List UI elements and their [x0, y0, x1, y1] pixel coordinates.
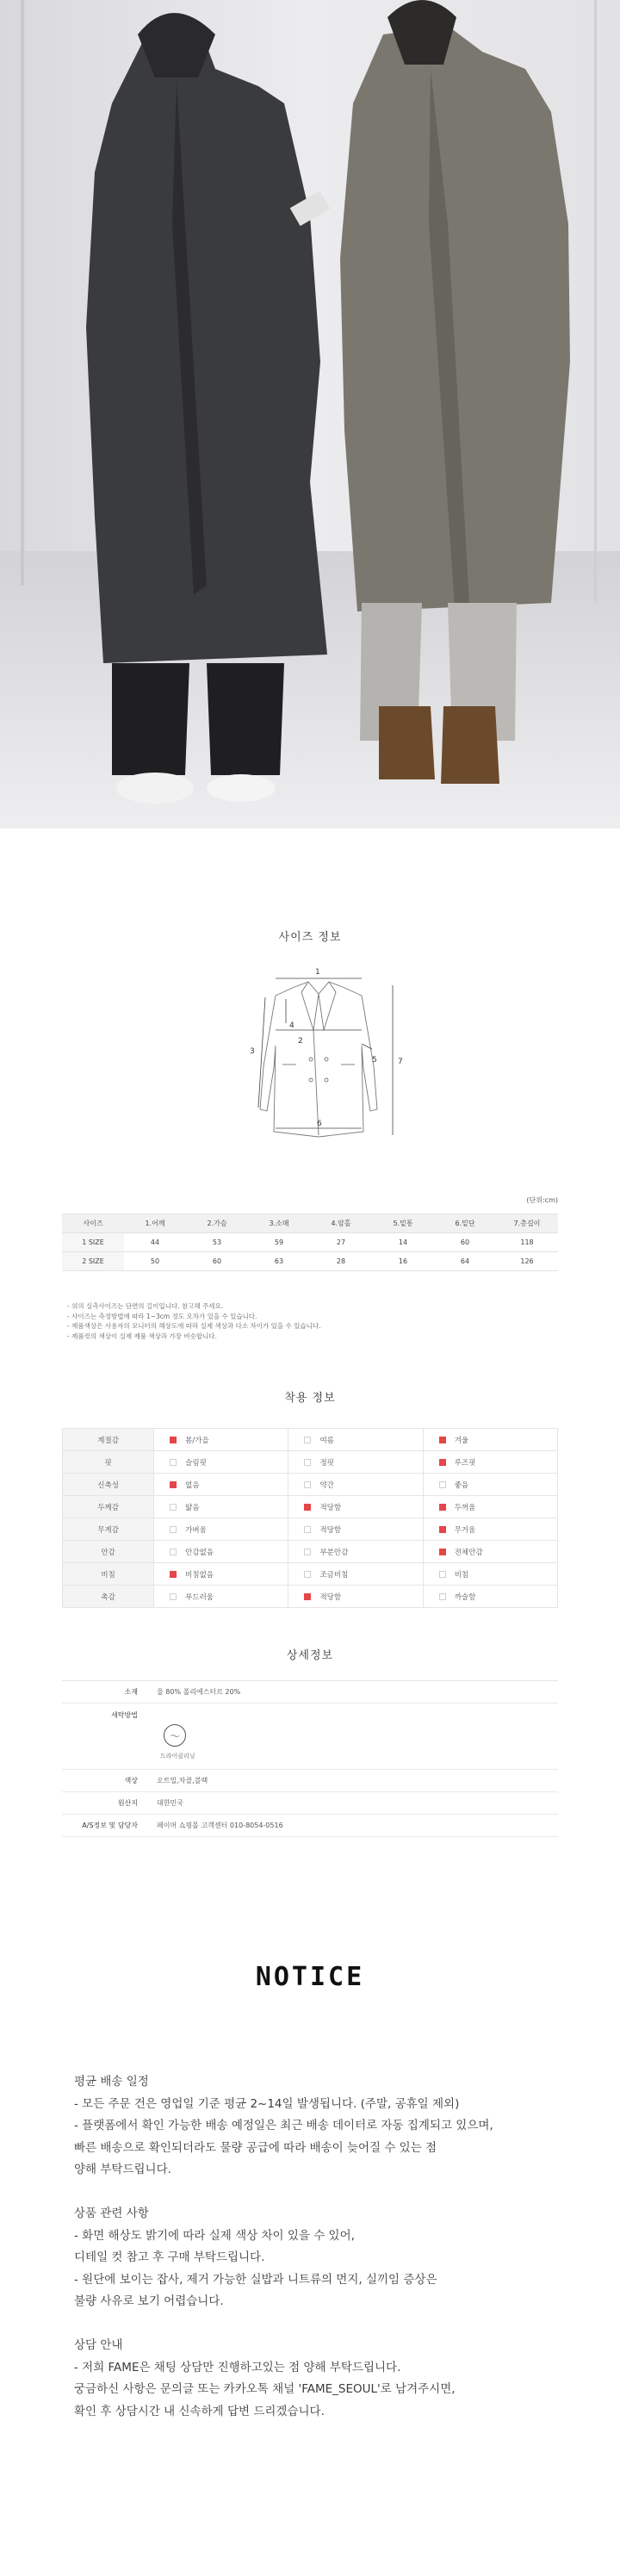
fit-option-label: 안감없음 [185, 1548, 214, 1557]
coat-models-image [0, 0, 620, 829]
fit-option-label: 루즈핏 [454, 1458, 476, 1468]
fit-option [288, 1563, 423, 1586]
fit-option [423, 1474, 557, 1496]
notice-line: 빠른 배송으로 확인되더라도 물량 공급에 따라 배송이 늦어질 수 있는 점 [74, 2140, 437, 2155]
notice-line: 불량 사유로 보기 어렵습니다. [74, 2294, 224, 2308]
diagram-label-5: 5 [372, 1056, 377, 1065]
fit-option-label: 슬림핏 [185, 1458, 207, 1468]
fit-row-label: 신축성 [63, 1474, 154, 1496]
fit-option-label: 전체안감 [454, 1548, 483, 1557]
size-col-header: 3.소매 [248, 1214, 310, 1233]
notice-line: 상품 관련 사항 [74, 2207, 149, 2220]
unchecked-box-icon [170, 1549, 177, 1555]
diagram-label-2: 2 [298, 1037, 303, 1046]
fit-option-label: 비침없음 [185, 1570, 214, 1580]
color-value: 오트밀,차콜,블랙 [148, 1770, 558, 1792]
fit-option-label: 적당함 [319, 1525, 342, 1535]
notice-line [74, 2313, 574, 2336]
wash-label: 세탁방법 [62, 1704, 148, 1770]
fit-option-label: 없음 [185, 1480, 200, 1490]
notice-line: - 모든 주문 건은 영업일 기준 평균 2~14일 발생됩니다. (주말, 공휴일 제외) [74, 2096, 460, 2111]
fit-option-label: 무거움 [454, 1525, 476, 1535]
size-cell: 63 [248, 1252, 310, 1271]
checked-box-icon [439, 1504, 446, 1511]
table-row [63, 1474, 558, 1496]
unchecked-box-icon [439, 1571, 446, 1578]
checked-box-icon [439, 1526, 446, 1533]
fit-option [288, 1496, 423, 1518]
origin-label: 원산지 [62, 1792, 148, 1815]
unchecked-box-icon [304, 1459, 311, 1466]
table-row [63, 1496, 558, 1518]
size-table [62, 1214, 558, 1271]
size-note: - 사이즈는 측정방법에 따라 1~3cm 정도 오차가 있을 수 있습니다. [67, 1312, 257, 1320]
checked-box-icon [439, 1549, 446, 1555]
size-col-header: 7.총길이 [496, 1214, 558, 1233]
table-row [62, 1704, 558, 1770]
fit-option-label: 비침 [454, 1570, 469, 1580]
unchecked-box-icon [304, 1437, 311, 1443]
notice-line: - 저희 FAME은 채팅 상담만 진행하고있는 점 양해 부탁드립니다. [74, 2360, 401, 2374]
diagram-label-7: 7 [398, 1058, 403, 1066]
origin-value: 대한민국 [148, 1792, 558, 1815]
size-cell: 44 [124, 1233, 186, 1252]
size-cell: 53 [186, 1233, 248, 1252]
fit-option [288, 1586, 423, 1608]
material-label: 소재 [62, 1681, 148, 1704]
fit-option [154, 1586, 288, 1608]
unit-label: (단위:cm) [526, 1196, 558, 1204]
size-cell: 60 [186, 1252, 248, 1271]
fit-info-title: 착용 정보 [284, 1392, 336, 1405]
fit-row-label: 핏 [63, 1451, 154, 1474]
fit-option-label: 겨울 [454, 1436, 469, 1445]
checked-box-icon [304, 1593, 311, 1600]
size-col-header: 2.가슴 [186, 1214, 248, 1233]
size-col-header: 5.밑통 [372, 1214, 434, 1233]
size-cell: 59 [248, 1233, 310, 1252]
checked-box-icon [304, 1504, 311, 1511]
diagram-label-6: 6 [317, 1120, 322, 1128]
fit-option [423, 1563, 557, 1586]
notice-line: - 화면 해상도 밝기에 따라 실제 색상 차이 있을 수 있어, [74, 2228, 355, 2243]
fit-option [423, 1429, 557, 1451]
material-value: 울 80% 폴리에스터르 20% [148, 1681, 558, 1704]
fit-option-label: 좋음 [454, 1480, 469, 1490]
size-cell: 1 SIZE [62, 1233, 124, 1252]
unchecked-box-icon [439, 1593, 446, 1600]
table-row [63, 1429, 558, 1451]
fit-option [423, 1451, 557, 1474]
size-cell: 118 [496, 1233, 558, 1252]
size-cell: 27 [310, 1233, 372, 1252]
notice-line: 상담 안내 [74, 2338, 123, 2352]
unchecked-box-icon [170, 1504, 177, 1511]
notice-logo: NOTICE [255, 1962, 365, 1992]
checked-box-icon [439, 1437, 446, 1443]
size-table-header [62, 1214, 558, 1233]
fit-option [288, 1518, 423, 1541]
size-cell: 14 [372, 1233, 434, 1252]
table-row [62, 1252, 558, 1271]
fit-option-label: 적당함 [319, 1503, 342, 1512]
fit-row-label: 비침 [63, 1563, 154, 1586]
fit-option-label: 봄/가을 [185, 1436, 209, 1445]
size-col-header: 사이즈 [62, 1214, 124, 1233]
wash-icon-label: 드라이클리닝 [160, 1753, 195, 1760]
checked-box-icon [439, 1459, 446, 1466]
fit-option [154, 1563, 288, 1586]
notice-line: 양해 부탁드립니다. [74, 2163, 171, 2176]
fit-option-label: 부드러움 [185, 1592, 214, 1602]
fit-option-label: 정핏 [319, 1458, 334, 1468]
fit-option [154, 1429, 288, 1451]
table-row [63, 1563, 558, 1586]
fit-option-label: 가벼움 [185, 1525, 207, 1535]
fit-row-label: 두께감 [63, 1496, 154, 1518]
fit-option-label: 얇음 [185, 1503, 200, 1512]
notice-line: 궁금하신 사항은 문의글 또는 카카오톡 채널 'FAME_SEOUL'로 남겨주시면, [74, 2382, 456, 2396]
unchecked-box-icon [304, 1549, 311, 1555]
detail-info-title: 상세정보 [286, 1649, 334, 1662]
fit-option-label: 까슬함 [454, 1592, 476, 1602]
fit-option [423, 1518, 557, 1541]
unchecked-box-icon [304, 1526, 311, 1533]
unchecked-box-icon [170, 1459, 177, 1466]
table-row [63, 1451, 558, 1474]
fit-table [62, 1428, 558, 1608]
notice-line: - 원단에 보이는 잡사, 제거 가능한 실밥과 니트류의 먼지, 실끼임 증상은 [74, 2272, 437, 2287]
fit-row-label: 안감 [63, 1541, 154, 1563]
fit-option-label: 여름 [319, 1436, 334, 1445]
size-cell: 2 SIZE [62, 1252, 124, 1271]
size-cell: 60 [434, 1233, 496, 1252]
size-cell: 28 [310, 1252, 372, 1271]
table-row [62, 1233, 558, 1252]
unchecked-box-icon [304, 1571, 311, 1578]
notice-line [74, 2182, 574, 2204]
size-cell: 50 [124, 1252, 186, 1271]
notice-text [74, 2071, 574, 2423]
notice-line: 평균 배송 일정 [74, 2075, 149, 2089]
size-notes [67, 1301, 321, 1341]
fit-row-label: 촉감 [63, 1586, 154, 1608]
table-row [63, 1518, 558, 1541]
detail-table [62, 1680, 558, 1837]
notice-line: - 플랫폼에서 확인 가능한 배송 예정일은 최근 배송 데이터로 자동 집계되고 있으며, [74, 2119, 493, 2132]
fit-option-label: 부분안감 [319, 1548, 349, 1557]
table-row [62, 1792, 558, 1815]
size-cell: 64 [434, 1252, 496, 1271]
size-note: - 제품색상은 사용자의 모니터의 해상도에 따라 실제 색상과 다소 차이가 있을 수 있습니다. [67, 1322, 321, 1330]
fit-option [288, 1474, 423, 1496]
checked-box-icon [170, 1571, 177, 1578]
fit-option [288, 1451, 423, 1474]
fit-row-label: 계절감 [63, 1429, 154, 1451]
wash-cell [148, 1704, 558, 1770]
table-row [62, 1815, 558, 1837]
fit-option [154, 1451, 288, 1474]
color-label: 색상 [62, 1770, 148, 1792]
fit-option [423, 1496, 557, 1518]
fit-option-label: 적당함 [319, 1592, 342, 1602]
fit-option-label: 약간 [319, 1480, 334, 1490]
diagram-label-1: 1 [315, 968, 320, 977]
size-col-header: 4.암홀 [310, 1214, 372, 1233]
notice-line: 디테일 컷 참고 후 구매 부탁드립니다. [74, 2250, 265, 2264]
fit-row-label: 무게감 [63, 1518, 154, 1541]
diagram-label-4: 4 [289, 1021, 294, 1030]
notice-line: 확인 후 상담시간 내 신속하게 답변 드리겠습니다. [74, 2404, 325, 2418]
checked-box-icon [170, 1481, 177, 1488]
table-row [62, 1681, 558, 1704]
dry-clean-icon: 〜 [164, 1724, 186, 1747]
size-cell: 16 [372, 1252, 434, 1271]
as-label: A/S정보 및 담당자 [62, 1815, 148, 1837]
size-info-title: 사이즈 정보 [278, 931, 342, 944]
fit-option [154, 1518, 288, 1541]
fit-option [423, 1541, 557, 1563]
size-col-header: 1.어깨 [124, 1214, 186, 1233]
table-row [63, 1586, 558, 1608]
size-cell: 126 [496, 1252, 558, 1271]
fit-option [288, 1541, 423, 1563]
coat-size-diagram [224, 963, 413, 1152]
fit-option [154, 1541, 288, 1563]
fit-option-label: 조금비침 [319, 1570, 349, 1580]
diagram-label-3: 3 [250, 1047, 255, 1056]
fit-option-label: 두꺼움 [454, 1503, 476, 1512]
unchecked-box-icon [304, 1481, 311, 1488]
size-note: - 위의 실측사이즈는 단면의 길이입니다. 참고해 주세요. [67, 1302, 224, 1310]
fit-option [154, 1474, 288, 1496]
fit-option [154, 1496, 288, 1518]
fit-option [423, 1586, 557, 1608]
size-col-header: 6.밑단 [434, 1214, 496, 1233]
fit-option [288, 1429, 423, 1451]
unchecked-box-icon [439, 1481, 446, 1488]
unchecked-box-icon [170, 1526, 177, 1533]
unchecked-box-icon [170, 1593, 177, 1600]
table-row [63, 1541, 558, 1563]
as-value: 페이머 쇼핑몰 고객센터 010-8054-0516 [148, 1815, 558, 1837]
size-note: - 제품컷의 색상이 실제 제품 색상과 가장 비슷합니다. [67, 1331, 217, 1340]
checked-box-icon [170, 1437, 177, 1443]
table-row [62, 1770, 558, 1792]
product-photo [0, 0, 620, 829]
